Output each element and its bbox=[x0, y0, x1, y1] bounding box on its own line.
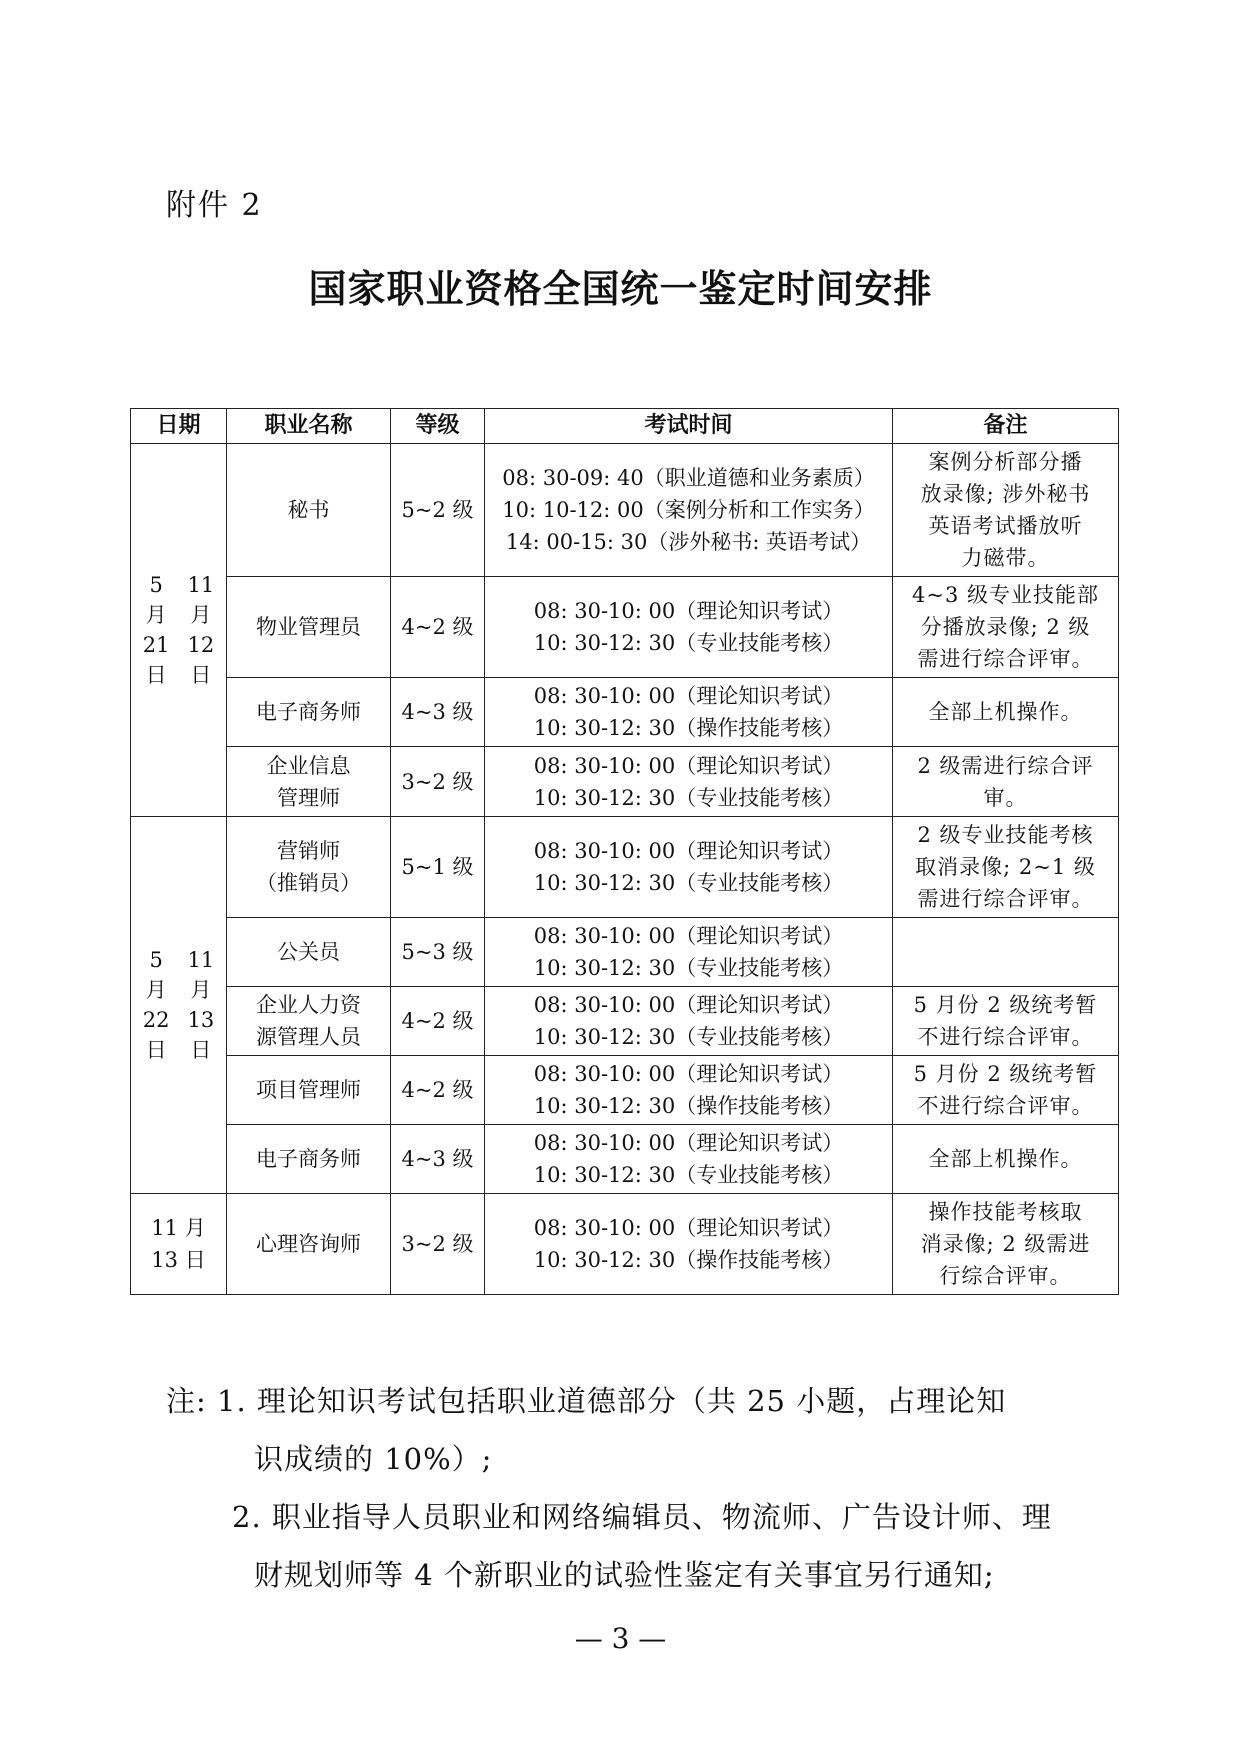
exam-time-line: 10: 30-12: 30（操作技能考核） bbox=[533, 716, 844, 740]
table-row bbox=[131, 678, 1119, 747]
occupation-cell bbox=[227, 577, 391, 678]
table-row bbox=[131, 918, 1119, 987]
exam-time-line: 08: 30-10: 00（理论知识考试） bbox=[533, 684, 844, 708]
remarks-cell bbox=[893, 817, 1119, 918]
level-cell: 5~3 级 bbox=[391, 918, 485, 987]
exam-time-line: 14: 00-15: 30（涉外秘书: 英语考试） bbox=[505, 530, 872, 554]
table-row bbox=[131, 1125, 1119, 1194]
note-2-line-2: 财规划师等 4 个新职业的试验性鉴定有关事宜另行通知; bbox=[254, 1558, 995, 1592]
date-cell bbox=[131, 444, 227, 817]
header-date: 日期 bbox=[131, 409, 227, 444]
date-nov bbox=[188, 570, 215, 690]
occupation-cell bbox=[227, 678, 391, 747]
occupation-cell bbox=[227, 918, 391, 987]
date-part: 5 bbox=[149, 573, 163, 597]
exam-time-line: 08: 30-10: 00（理论知识考试） bbox=[533, 1062, 844, 1086]
remarks-line: 全部上机操作。 bbox=[928, 700, 1083, 724]
remarks-line: 分播放录像; 2 级 bbox=[920, 615, 1091, 639]
exam-time-line: 08: 30-10: 00（理论知识考试） bbox=[533, 839, 844, 863]
occupation-name: 营销师 bbox=[277, 839, 340, 863]
remarks-line: 力磁带。 bbox=[961, 546, 1050, 570]
date-part: 日 bbox=[190, 663, 212, 687]
remarks-cell bbox=[893, 444, 1119, 577]
table-row bbox=[131, 444, 1119, 577]
exam-time-line: 08: 30-10: 00（理论知识考试） bbox=[533, 1216, 844, 1240]
remarks-line: 消录像; 2 级需进 bbox=[920, 1232, 1091, 1256]
exam-time-cell bbox=[485, 918, 893, 987]
exam-time-line: 10: 30-12: 30（专业技能考核） bbox=[533, 956, 844, 980]
occupation-cell bbox=[227, 987, 391, 1056]
remarks-line: 5 月份 2 级统考暂 bbox=[913, 993, 1098, 1017]
exam-time-line: 10: 30-12: 30（专业技能考核） bbox=[533, 871, 844, 895]
exam-time-line: 10: 10-12: 00（案例分析和工作实务） bbox=[502, 498, 875, 522]
level-cell: 4~3 级 bbox=[391, 678, 485, 747]
occupation-name: 企业信息 bbox=[266, 753, 351, 778]
exam-time-line: 08: 30-09: 40（职业道德和业务素质） bbox=[502, 466, 875, 490]
date-part: 12 bbox=[187, 633, 215, 657]
remarks-line: 操作技能考核取 bbox=[928, 1200, 1083, 1224]
date-may bbox=[143, 570, 170, 690]
exam-time-cell bbox=[485, 1125, 893, 1194]
date-part: 5 bbox=[149, 948, 163, 972]
remarks-line: 不进行综合评审。 bbox=[917, 1094, 1094, 1118]
date-line: 11 月 bbox=[151, 1216, 206, 1240]
exam-time-cell bbox=[485, 1056, 893, 1125]
occupation-name: 物业管理员 bbox=[256, 615, 361, 639]
level-cell: 4~2 级 bbox=[391, 1056, 485, 1125]
exam-time-line: 08: 30-10: 00（理论知识考试） bbox=[533, 753, 844, 778]
remarks-line: 需进行综合评审。 bbox=[917, 647, 1094, 671]
remarks-line: 4~3 级专业技能部 bbox=[912, 583, 1099, 607]
exam-time-line: 08: 30-10: 00（理论知识考试） bbox=[533, 1131, 844, 1155]
date-may bbox=[143, 945, 170, 1065]
occupation-cell bbox=[227, 817, 391, 918]
remarks-line: 取消录像; 2~1 级 bbox=[915, 855, 1096, 879]
exam-time-cell bbox=[485, 987, 893, 1056]
header-remarks: 备注 bbox=[893, 409, 1119, 444]
occupation-cell bbox=[227, 747, 391, 817]
note-1 bbox=[166, 1372, 1086, 1488]
exam-time-line: 10: 30-12: 30（专业技能考核） bbox=[533, 631, 844, 655]
exam-time-line: 08: 30-10: 00（理论知识考试） bbox=[533, 599, 844, 623]
date-part: 月 bbox=[190, 978, 212, 1002]
exam-time-line: 10: 30-12: 30（专业技能考核） bbox=[533, 1025, 844, 1049]
page-title: 国家职业资格全国统一鉴定时间安排 bbox=[308, 267, 933, 311]
date-part: 月 bbox=[145, 978, 167, 1002]
occupation-cell bbox=[227, 1125, 391, 1194]
schedule-table bbox=[130, 408, 1119, 1295]
occupation-name: 管理师 bbox=[277, 785, 340, 810]
page-number: — 3 — bbox=[574, 1622, 667, 1655]
occupation-name: 企业人力资 bbox=[256, 993, 361, 1017]
note-2-line-1: 2. 职业指导人员职业和网络编辑员、物流师、广告设计师、理 bbox=[232, 1500, 1052, 1534]
date-part: 日 bbox=[145, 1038, 167, 1062]
table-row bbox=[131, 987, 1119, 1056]
remarks-line: 2 级需进行综合评 bbox=[917, 753, 1094, 778]
remarks-line: 不进行综合评审。 bbox=[917, 1025, 1094, 1049]
exam-time-line: 10: 30-12: 30（操作技能考核） bbox=[533, 1248, 844, 1272]
exam-time-cell bbox=[485, 817, 893, 918]
table-row bbox=[131, 577, 1119, 678]
exam-time-line: 10: 30-12: 30（专业技能考核） bbox=[533, 1163, 844, 1187]
date-part: 21 bbox=[142, 633, 170, 657]
exam-time-cell bbox=[485, 678, 893, 747]
note-2 bbox=[166, 1488, 1086, 1604]
header-occupation: 职业名称 bbox=[227, 409, 391, 444]
remarks-line: 英语考试播放听 bbox=[928, 514, 1083, 538]
remarks-line: 放录像; 涉外秘书 bbox=[920, 482, 1091, 506]
exam-time-cell bbox=[485, 747, 893, 817]
exam-time-line: 08: 30-10: 00（理论知识考试） bbox=[533, 993, 844, 1017]
note-1-line-2: 识成绩的 10%）; bbox=[254, 1442, 493, 1476]
remarks-line: 2 级专业技能考核 bbox=[917, 823, 1094, 847]
table-row bbox=[131, 1194, 1119, 1295]
date-part: 日 bbox=[190, 1038, 212, 1062]
exam-time-cell bbox=[485, 577, 893, 678]
date-part: 11 bbox=[187, 948, 215, 972]
date-cell bbox=[131, 817, 227, 1194]
remarks-line: 全部上机操作。 bbox=[928, 1147, 1083, 1171]
remarks-line: 5 月份 2 级统考暂 bbox=[913, 1062, 1098, 1086]
occupation-name: 公关员 bbox=[277, 940, 340, 964]
header-level: 等级 bbox=[391, 409, 485, 444]
table-header-row bbox=[131, 409, 1119, 444]
date-line: 13 日 bbox=[151, 1248, 206, 1272]
occupation-name: （推销员） bbox=[256, 871, 361, 895]
occupation-cell bbox=[227, 444, 391, 577]
remarks-cell bbox=[893, 1056, 1119, 1125]
remarks-cell bbox=[893, 577, 1119, 678]
table-row bbox=[131, 1056, 1119, 1125]
exam-time-line: 10: 30-12: 30（专业技能考核） bbox=[533, 785, 844, 810]
remarks-line: 行综合评审。 bbox=[939, 1264, 1072, 1288]
notes-section bbox=[166, 1372, 1086, 1604]
occupation-cell bbox=[227, 1194, 391, 1295]
note-1-line-1: 注: 1. 理论知识考试包括职业道德部分（共 25 小题，占理论知 bbox=[166, 1384, 1007, 1418]
exam-time-cell bbox=[485, 444, 893, 577]
header-exam-time: 考试时间 bbox=[485, 409, 893, 444]
remarks-line: 案例分析部分播 bbox=[928, 450, 1083, 474]
level-cell: 5~1 级 bbox=[391, 817, 485, 918]
date-part: 13 bbox=[187, 1008, 215, 1032]
exam-time-line: 10: 30-12: 30（操作技能考核） bbox=[533, 1094, 844, 1118]
remarks-cell bbox=[893, 918, 1119, 987]
date-cell bbox=[131, 1194, 227, 1295]
table-row bbox=[131, 817, 1119, 918]
remarks-cell bbox=[893, 987, 1119, 1056]
level-cell: 4~2 级 bbox=[391, 577, 485, 678]
date-nov bbox=[188, 945, 215, 1065]
date-part: 11 bbox=[187, 573, 215, 597]
remarks-cell bbox=[893, 1125, 1119, 1194]
exam-time-cell bbox=[485, 1194, 893, 1295]
level-cell: 3~2 级 bbox=[391, 1194, 485, 1295]
remarks-cell bbox=[893, 678, 1119, 747]
attachment-label: 附件 2 bbox=[166, 188, 263, 223]
occupation-name: 项目管理师 bbox=[256, 1078, 361, 1102]
occupation-cell bbox=[227, 1056, 391, 1125]
remarks-cell bbox=[893, 747, 1119, 817]
date-part: 日 bbox=[145, 663, 167, 687]
remarks-line: 审。 bbox=[983, 785, 1028, 810]
level-cell: 4~2 级 bbox=[391, 987, 485, 1056]
date-part: 月 bbox=[145, 603, 167, 627]
remarks-cell bbox=[893, 1194, 1119, 1295]
occupation-name: 秘书 bbox=[287, 498, 330, 522]
occupation-name: 源管理人员 bbox=[256, 1025, 361, 1049]
level-cell: 4~3 级 bbox=[391, 1125, 485, 1194]
exam-time-line: 08: 30-10: 00（理论知识考试） bbox=[533, 924, 844, 948]
occupation-name: 电子商务师 bbox=[256, 1147, 361, 1171]
date-part: 22 bbox=[142, 1008, 170, 1032]
date-part: 月 bbox=[190, 603, 212, 627]
table-row bbox=[131, 747, 1119, 817]
occupation-name: 心理咨询师 bbox=[256, 1232, 361, 1256]
level-cell: 3~2 级 bbox=[391, 747, 485, 817]
occupation-name: 电子商务师 bbox=[256, 700, 361, 724]
level-cell: 5~2 级 bbox=[391, 444, 485, 577]
remarks-line: 需进行综合评审。 bbox=[917, 887, 1094, 911]
